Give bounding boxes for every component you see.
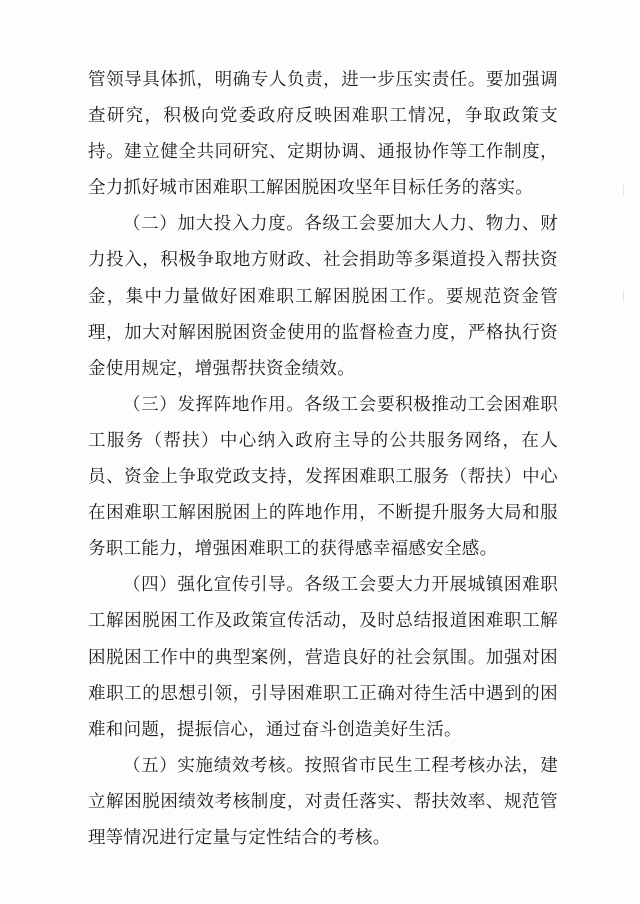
scan-artifact-mark xyxy=(623,290,632,302)
paragraph-publicity-guidance: （四）强化宣传引导。各级工会要大力开展城镇困难职工解困脱困工作及政策宣传活动，及时总结报道困难职工解困脱困工作中的典型案例，营造良好的社会氛围。加强对困难职工的思想引领，引导困难职工正确对待生活中遇到的困难和问题，提振信心，通过奋斗创造美好生活。 xyxy=(88,575,558,740)
paragraph-continuation: 管领导具体抓，明确专人负责，进一步压实责任。要加强调查研究，积极向党委政府反映困难职工情况，争取政策支持。建立健全共同研究、定期协调、通报协作等工作制度，全力抓好城市困难职工解困脱困攻坚年目标任务的落实。 xyxy=(88,70,558,199)
document-body xyxy=(88,62,558,856)
paragraph-performance-assessment: （五）实施绩效考核。按照省市民生工程考核办法，建立解困脱困绩效考核制度，对责任落实、帮扶效率、规范管理等情况进行定量与定性结合的考核。 xyxy=(88,755,558,848)
paragraph-position-role: （三）发挥阵地作用。各级工会要积极推动工会困难职工服务（帮扶）中心纳入政府主导的公共服务网络，在人员、资金上争取党政支持，发挥困难职工服务（帮扶）中心在困难职工解困脱困上的阵地作用，不断提升服务大局和服务职工能力，增强困难职工的获得感幸福感安全感。 xyxy=(88,394,558,560)
scan-artifact-mark xyxy=(623,184,632,196)
paragraph-increase-investment: （二）加大投入力度。各级工会要加大人力、物力、财力投入，积极争取地方财政、社会捐助等多渠道投入帮扶资金，集中力量做好困难职工解困脱困工作。要规范资金管理，加大对解困脱困资金使用的监督检查力度，严格执行资金使用规定，增强帮扶资金绩效。 xyxy=(88,214,558,379)
